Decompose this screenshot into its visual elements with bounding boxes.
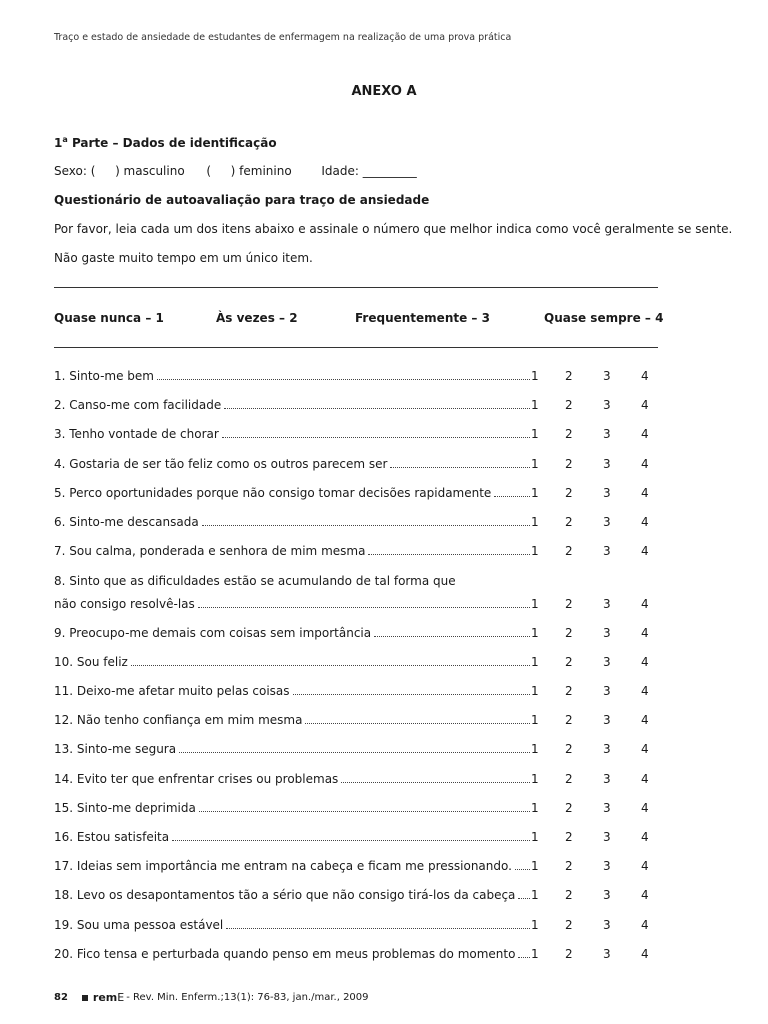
option-3[interactable]: 3	[603, 398, 611, 412]
dot-leader	[222, 427, 530, 438]
dot-leader	[293, 684, 530, 695]
running-header: Traço e estado de ansiedade de estudantes de enfermagem na realização de uma prova prática	[54, 32, 512, 43]
part1-ordinal: a	[62, 135, 68, 144]
dot-leader	[518, 947, 530, 958]
option-4[interactable]: 4	[641, 544, 649, 558]
page-number: 82	[54, 992, 68, 1003]
female-open-paren: (	[206, 164, 212, 178]
option-3[interactable]: 3	[603, 486, 611, 500]
dot-leader	[341, 772, 530, 783]
option-3[interactable]: 3	[603, 457, 611, 471]
journal-logo-suffix: E	[117, 991, 125, 1004]
option-2[interactable]: 2	[565, 918, 573, 932]
item-row	[54, 427, 654, 447]
item-text: 8. Sinto que as dificuldades estão se acumulando de tal forma que	[54, 574, 456, 588]
option-4[interactable]: 4	[641, 655, 649, 669]
item-text: 13. Sinto-me segura	[54, 742, 177, 756]
option-4[interactable]: 4	[641, 597, 649, 611]
item-row	[54, 515, 654, 535]
option-4[interactable]: 4	[641, 830, 649, 844]
item-text-wrap	[54, 398, 530, 412]
option-3[interactable]: 3	[603, 742, 611, 756]
item-row	[54, 742, 654, 762]
option-3[interactable]: 3	[603, 918, 611, 932]
item-row	[54, 486, 654, 506]
option-2[interactable]: 2	[565, 597, 573, 611]
option-4[interactable]: 4	[641, 918, 649, 932]
item-text-wrap	[54, 859, 530, 873]
option-2[interactable]: 2	[565, 947, 573, 961]
option-3[interactable]: 3	[603, 597, 611, 611]
item-row	[54, 597, 654, 617]
dot-leader	[515, 859, 530, 870]
item-text: 15. Sinto-me deprimida	[54, 801, 196, 815]
option-3[interactable]: 3	[603, 427, 611, 441]
option-2[interactable]: 2	[565, 515, 573, 529]
option-1[interactable]: 1	[531, 427, 539, 441]
item-text: 7. Sou calma, ponderada e senhora de mim mesma	[54, 544, 366, 558]
dot-leader	[199, 801, 530, 812]
option-4[interactable]: 4	[641, 801, 649, 815]
scale-label-1: Quase nunca – 1	[54, 311, 164, 325]
dot-leader	[226, 918, 530, 929]
item-text: 9. Preocupo-me demais com coisas sem importância	[54, 626, 372, 640]
item-text: 5. Perco oportunidades porque não consigo tomar decisões rapidamente	[54, 486, 492, 500]
option-3[interactable]: 3	[603, 515, 611, 529]
option-3[interactable]: 3	[603, 713, 611, 727]
item-row	[54, 888, 654, 908]
scale-label-4: Quase sempre – 4	[544, 311, 664, 325]
item-row	[54, 655, 654, 675]
option-4[interactable]: 4	[641, 742, 649, 756]
part1-heading	[54, 135, 277, 150]
option-3[interactable]: 3	[603, 801, 611, 815]
item-text: 1. Sinto-me bem	[54, 369, 154, 383]
item-row	[54, 859, 654, 879]
sex-age-line	[54, 164, 417, 178]
option-1[interactable]: 1	[531, 830, 539, 844]
option-3[interactable]: 3	[603, 772, 611, 786]
item-text-wrap	[54, 544, 530, 558]
questionnaire-title: Questionário de autoavaliação para traço de ansiedade	[54, 193, 430, 207]
option-3[interactable]: 3	[603, 655, 611, 669]
item-text-wrap	[54, 457, 530, 471]
option-4[interactable]: 4	[641, 772, 649, 786]
option-1[interactable]: 1	[531, 655, 539, 669]
item-text: 19. Sou uma pessoa estável	[54, 918, 224, 932]
option-2[interactable]: 2	[565, 655, 573, 669]
option-1[interactable]: 1	[531, 544, 539, 558]
part1-number: 1	[54, 136, 63, 150]
item-text-wrap	[54, 427, 530, 441]
part1-title: Parte – Dados de identificação	[67, 136, 277, 150]
annex-title: ANEXO A	[351, 84, 417, 99]
option-3[interactable]: 3	[603, 830, 611, 844]
item-text-wrap	[54, 947, 530, 961]
item-text-wrap	[54, 772, 530, 786]
option-2[interactable]: 2	[565, 888, 573, 902]
option-3[interactable]: 3	[603, 888, 611, 902]
journal-logo-main: rem	[92, 991, 118, 1004]
item-text-wrap	[54, 486, 530, 500]
option-2[interactable]: 2	[565, 684, 573, 698]
option-2[interactable]: 2	[565, 398, 573, 412]
option-3[interactable]: 3	[603, 947, 611, 961]
item-text-wrap	[54, 742, 530, 756]
option-4[interactable]: 4	[641, 398, 649, 412]
option-2[interactable]: 2	[565, 457, 573, 471]
dot-leader	[202, 515, 530, 526]
item-text-wrap	[54, 655, 530, 669]
option-1[interactable]: 1	[531, 626, 539, 640]
dot-leader	[179, 742, 530, 753]
option-1[interactable]: 1	[531, 742, 539, 756]
option-2[interactable]: 2	[565, 486, 573, 500]
option-4[interactable]: 4	[641, 486, 649, 500]
dot-leader	[494, 486, 530, 497]
option-3[interactable]: 3	[603, 859, 611, 873]
option-4[interactable]: 4	[641, 888, 649, 902]
footer	[54, 991, 369, 1004]
option-3[interactable]: 3	[603, 369, 611, 383]
option-4[interactable]: 4	[641, 457, 649, 471]
option-4[interactable]: 4	[641, 947, 649, 961]
dot-leader	[390, 457, 530, 468]
option-2[interactable]: 2	[565, 369, 573, 383]
item-text: 10. Sou feliz	[54, 655, 128, 669]
option-4[interactable]: 4	[641, 684, 649, 698]
option-4[interactable]: 4	[641, 369, 649, 383]
dot-leader	[172, 830, 530, 841]
scale-label-3: Frequentemente – 3	[355, 311, 490, 325]
item-text-wrap	[54, 888, 530, 902]
option-1[interactable]: 1	[531, 918, 539, 932]
option-1[interactable]: 1	[531, 947, 539, 961]
item-text-wrap	[54, 830, 530, 844]
option-1[interactable]: 1	[531, 713, 539, 727]
item-text-wrap	[54, 574, 530, 588]
item-row	[54, 684, 654, 704]
divider-top	[54, 287, 658, 288]
age-field[interactable]: Idade: _________	[321, 164, 417, 178]
item-text: 11. Deixo-me afetar muito pelas coisas	[54, 684, 290, 698]
item-text: 16. Estou satisfeita	[54, 830, 170, 844]
option-1[interactable]: 1	[531, 888, 539, 902]
dot-leader	[305, 713, 530, 724]
option-1[interactable]: 1	[531, 486, 539, 500]
option-3[interactable]: 3	[603, 684, 611, 698]
option-2[interactable]: 2	[565, 859, 573, 873]
instruction-2: Não gaste muito tempo em um único item.	[54, 251, 313, 265]
item-text-wrap	[54, 369, 530, 383]
option-4[interactable]: 4	[641, 427, 649, 441]
option-1[interactable]: 1	[531, 597, 539, 611]
option-4[interactable]: 4	[641, 515, 649, 529]
dot-leader	[518, 888, 530, 899]
option-2[interactable]: 2	[565, 742, 573, 756]
option-4[interactable]: 4	[641, 713, 649, 727]
item-text: 4. Gostaria de ser tão feliz como os outros parecem ser	[54, 457, 388, 471]
option-1[interactable]: 1	[531, 369, 539, 383]
item-text: 14. Evito ter que enfrentar crises ou problemas	[54, 772, 339, 786]
dot-leader	[157, 369, 530, 380]
dot-leader	[198, 597, 530, 608]
option-2[interactable]: 2	[565, 830, 573, 844]
option-2[interactable]: 2	[565, 713, 573, 727]
item-text-wrap	[54, 918, 530, 932]
dot-leader	[374, 626, 530, 637]
item-text-wrap	[54, 713, 530, 727]
item-row	[54, 713, 654, 733]
item-text-wrap	[54, 801, 530, 815]
option-1[interactable]: 1	[531, 801, 539, 815]
option-1[interactable]: 1	[531, 772, 539, 786]
option-3[interactable]: 3	[603, 626, 611, 640]
journal-logo	[93, 991, 124, 1004]
square-bullet-icon	[82, 995, 88, 1001]
scale-label-2: Às vezes – 2	[216, 311, 298, 325]
item-row	[54, 457, 654, 477]
item-text: 12. Não tenho confiança em mim mesma	[54, 713, 303, 727]
dot-leader	[224, 398, 530, 409]
item-row	[54, 918, 654, 938]
option-2[interactable]: 2	[565, 427, 573, 441]
item-text: 3. Tenho vontade de chorar	[54, 427, 219, 441]
item-text-wrap	[54, 626, 530, 640]
sex-label: Sexo: (	[54, 164, 96, 178]
instruction-1: Por favor, leia cada um dos itens abaixo e assinale o número que melhor indica como você geralmente se sente.	[54, 222, 733, 236]
item-text: 2. Canso-me com facilidade	[54, 398, 222, 412]
option-1[interactable]: 1	[531, 515, 539, 529]
option-2[interactable]: 2	[565, 544, 573, 558]
item-text: não consigo resolvê-las	[54, 597, 195, 611]
option-2[interactable]: 2	[565, 772, 573, 786]
item-text: 17. Ideias sem importância me entram na cabeça e ficam me pressionando.	[54, 859, 512, 873]
item-text: 18. Levo os desapontamentos tão a sério que não consigo tirá-los da cabeça	[54, 888, 516, 902]
dot-leader	[368, 544, 530, 555]
option-3[interactable]: 3	[603, 544, 611, 558]
option-2[interactable]: 2	[565, 801, 573, 815]
item-row	[54, 544, 654, 564]
dot-leader	[131, 655, 530, 666]
item-row	[54, 398, 654, 418]
item-row	[54, 574, 654, 594]
option-2[interactable]: 2	[565, 626, 573, 640]
item-row	[54, 947, 654, 967]
divider-bottom	[54, 347, 658, 348]
option-1[interactable]: 1	[531, 684, 539, 698]
option-1[interactable]: 1	[531, 859, 539, 873]
option-4[interactable]: 4	[641, 626, 649, 640]
item-text-wrap	[54, 597, 530, 611]
item-row	[54, 772, 654, 792]
option-1[interactable]: 1	[531, 457, 539, 471]
journal-citation: - Rev. Min. Enferm.;13(1): 76-83, jan./mar., 2009	[126, 992, 369, 1003]
item-row	[54, 830, 654, 850]
item-row	[54, 369, 654, 389]
item-row	[54, 801, 654, 821]
option-4[interactable]: 4	[641, 859, 649, 873]
female-option[interactable]: ) feminino	[230, 164, 292, 178]
option-1[interactable]: 1	[531, 398, 539, 412]
item-row	[54, 626, 654, 646]
item-text-wrap	[54, 684, 530, 698]
item-text-wrap	[54, 515, 530, 529]
item-text: 20. Fico tensa e perturbada quando penso em meus problemas do momento	[54, 947, 516, 961]
male-option[interactable]: ) masculino	[115, 164, 185, 178]
item-text: 6. Sinto-me descansada	[54, 515, 199, 529]
